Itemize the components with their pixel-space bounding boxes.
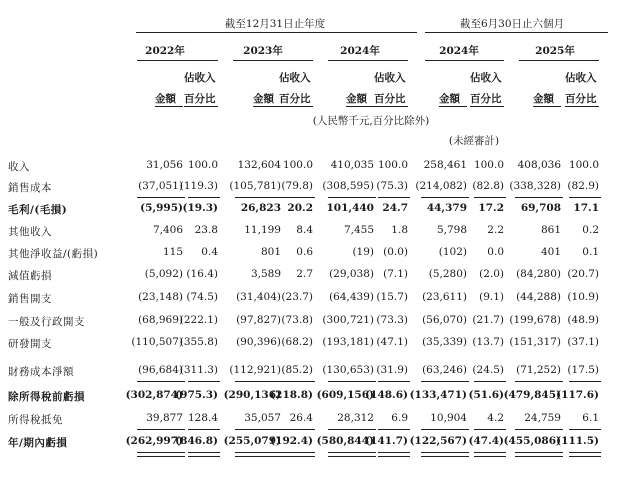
total-double-rule	[137, 452, 185, 457]
pct-cell: 0.4	[201, 246, 218, 258]
row-label	[8, 180, 132, 194]
pct-column-header-line2: 百分比	[279, 93, 311, 105]
amount-cell: 5,798	[436, 224, 467, 236]
amount-cell: 44,379	[426, 202, 467, 214]
pct-cell: (119.3)	[179, 180, 218, 192]
pct-cell: (0.0)	[383, 246, 408, 258]
amount-cell: (214,082)	[415, 180, 467, 192]
pct-cell: 0.6	[296, 246, 313, 258]
pct-cell: (68.2)	[281, 336, 313, 348]
subheader-underline	[565, 106, 599, 107]
pct-cell: 0.2	[582, 224, 599, 236]
pct-cell: (73.8)	[281, 314, 313, 326]
subtotal-rule	[328, 197, 376, 198]
amount-cell: 410,035	[330, 159, 374, 171]
amount-cell: (68,969)	[138, 314, 183, 326]
pct-cell: 23.8	[194, 224, 218, 236]
subtotal-rule	[235, 429, 283, 430]
row-label	[8, 202, 132, 216]
row-label-text: 研發開支	[8, 338, 52, 350]
amount-cell: 115	[162, 246, 183, 258]
amount-cell: (5,092)	[144, 268, 183, 280]
amount-cell: (56,070)	[422, 314, 467, 326]
subtotal-rule	[515, 381, 563, 382]
amount-cell: (19)	[352, 246, 374, 258]
year-underline-2	[328, 60, 408, 61]
row-label	[8, 412, 132, 426]
pct-cell: 100.0	[282, 159, 313, 171]
amount-cell: (44,288)	[516, 291, 561, 303]
year-header-0: 2022年	[145, 45, 185, 57]
pct-cell: (24.5)	[472, 364, 504, 376]
subheader-underline	[253, 106, 281, 107]
subtotal-rule	[283, 381, 315, 382]
subtotal-rule	[569, 197, 601, 198]
group-underline-interim	[425, 32, 608, 33]
amount-cell: (23,148)	[138, 291, 183, 303]
amount-column-header: 金額	[155, 93, 176, 105]
subtotal-rule	[474, 381, 506, 382]
amount-cell: (302,874)	[125, 389, 183, 401]
year-header-4: 2025年	[535, 45, 575, 57]
amount-cell: (37,051)	[138, 180, 183, 192]
year-header-1: 2023年	[243, 45, 283, 57]
pct-cell: (9.1)	[479, 291, 504, 303]
amount-cell: (23,611)	[422, 291, 467, 303]
amount-cell: (71,252)	[516, 364, 561, 376]
subtotal-rule	[235, 197, 283, 198]
pct-cell: (111.5)	[556, 435, 599, 447]
amount-cell: 132,604	[237, 159, 281, 171]
subtotal-rule	[283, 197, 315, 198]
pct-cell: (21.7)	[472, 314, 504, 326]
amount-cell: (5,995)	[140, 202, 183, 214]
row-label-text: 銷售成本	[8, 182, 52, 194]
pct-cell: (10.9)	[567, 291, 599, 303]
amount-cell: (151,317)	[509, 336, 561, 348]
pct-cell: 26.4	[289, 412, 313, 424]
amount-cell: (130,653)	[322, 364, 374, 376]
row-label	[8, 336, 132, 350]
row-label-text: 銷售開支	[8, 293, 52, 305]
subtotal-rule	[188, 381, 220, 382]
pct-cell: (13.7)	[472, 336, 504, 348]
subtotal-rule	[378, 429, 410, 430]
total-double-rule	[515, 452, 563, 457]
pct-cell: (7.1)	[383, 268, 408, 280]
total-double-rule	[235, 452, 283, 457]
total-double-rule	[283, 452, 315, 457]
pct-column-header-line2: 百分比	[374, 93, 406, 105]
pct-cell: (82.9)	[567, 180, 599, 192]
row-label-text: 一般及行政開支	[8, 316, 85, 328]
pct-cell: (846.8)	[175, 435, 218, 447]
pct-cell: (73.3)	[376, 314, 408, 326]
subheader-underline	[470, 106, 504, 107]
pct-cell: (355.8)	[179, 336, 218, 348]
pct-cell: (47.1)	[376, 336, 408, 348]
amount-cell: (609,156)	[316, 389, 374, 401]
amount-cell: 31,056	[146, 159, 183, 171]
pct-cell: (15.7)	[376, 291, 408, 303]
pct-cell: 8.4	[296, 224, 313, 236]
amount-cell: 801	[260, 246, 281, 258]
row-label	[8, 246, 132, 260]
amount-cell: (255,079)	[223, 435, 281, 447]
amount-cell: (64,439)	[329, 291, 374, 303]
pct-column-header-line1: 佔收入	[470, 72, 502, 84]
pct-cell: 1.8	[391, 224, 408, 236]
pct-cell: (74.5)	[186, 291, 218, 303]
amount-cell: 69,708	[520, 202, 561, 214]
amount-cell: (308,595)	[322, 180, 374, 192]
pct-cell: (975.3)	[175, 389, 218, 401]
amount-cell: (97,827)	[236, 314, 281, 326]
amount-cell: (133,471)	[409, 389, 467, 401]
pct-cell: 100.0	[568, 159, 599, 171]
amount-column-header: 金額	[346, 93, 367, 105]
row-label	[8, 224, 132, 238]
fiscal-year-group-header: 截至12月31日止年度	[224, 18, 326, 30]
amount-cell: (110,507)	[131, 336, 183, 348]
total-double-rule	[188, 452, 220, 457]
pct-cell: (85.2)	[281, 364, 313, 376]
pct-cell: 100.0	[377, 159, 408, 171]
subtotal-rule	[188, 429, 220, 430]
amount-cell: (290,136)	[223, 389, 281, 401]
amount-cell: 26,823	[240, 202, 281, 214]
amount-cell: 24,759	[524, 412, 561, 424]
row-label	[8, 268, 132, 282]
pct-cell: 2.7	[296, 268, 313, 280]
pct-cell: (48.9)	[567, 314, 599, 326]
year-underline-4	[519, 60, 599, 61]
subheader-underline	[533, 106, 561, 107]
pct-cell: (148.6)	[365, 389, 408, 401]
pct-cell: (51.6)	[468, 389, 504, 401]
amount-cell: (29,038)	[329, 268, 374, 280]
amount-cell: (193,181)	[322, 336, 374, 348]
amount-cell: 11,199	[244, 224, 281, 236]
amount-cell: (122,567)	[409, 435, 467, 447]
row-label-text: 其他淨收益/(虧損)	[8, 248, 99, 260]
row-label-text: 毛利/(毛損)	[8, 204, 68, 216]
pct-cell: (17.5)	[567, 364, 599, 376]
pct-cell: 128.4	[187, 412, 218, 424]
pct-column-header-line1: 佔收入	[374, 72, 406, 84]
subtotal-rule	[137, 197, 185, 198]
amount-cell: 35,057	[244, 412, 281, 424]
total-double-rule	[421, 452, 469, 457]
row-label-text: 財務成本淨額	[8, 366, 74, 378]
pct-cell: (192.4)	[270, 435, 313, 447]
total-double-rule	[569, 452, 601, 457]
pct-cell: (20.7)	[567, 268, 599, 280]
amount-cell: (300,721)	[322, 314, 374, 326]
subtotal-rule	[474, 197, 506, 198]
amount-column-header: 金額	[439, 93, 460, 105]
row-label-text: 年/期內虧損	[8, 437, 68, 449]
pct-cell: 17.2	[478, 202, 504, 214]
pct-cell: (47.4)	[468, 435, 504, 447]
amount-cell: (96,684)	[138, 364, 183, 376]
total-double-rule	[474, 452, 506, 457]
amount-cell: (35,339)	[422, 336, 467, 348]
subtotal-rule	[188, 197, 220, 198]
subheader-underline	[374, 106, 408, 107]
year-header-2: 2024年	[340, 45, 380, 57]
amount-cell: 7,406	[152, 224, 183, 236]
year-underline-1	[233, 60, 313, 61]
pct-cell: (79.8)	[281, 180, 313, 192]
year-header-3: 2024年	[439, 45, 479, 57]
amount-cell: 39,877	[146, 412, 183, 424]
amount-cell: 10,904	[430, 412, 467, 424]
pct-cell: (218.8)	[270, 389, 313, 401]
subtotal-rule	[569, 429, 601, 430]
total-double-rule	[378, 452, 410, 457]
amount-cell: 3,589	[250, 268, 281, 280]
subtotal-rule	[421, 197, 469, 198]
pct-cell: 2.2	[487, 224, 504, 236]
amount-cell: (455,086)	[503, 435, 561, 447]
amount-cell: (31,404)	[236, 291, 281, 303]
pct-column-header-line2: 百分比	[184, 93, 216, 105]
amount-cell: 101,440	[326, 202, 374, 214]
subtotal-rule	[283, 429, 315, 430]
pct-cell: (19.3)	[182, 202, 218, 214]
pct-cell: (2.0)	[479, 268, 504, 280]
group-underline-fiscal	[136, 32, 417, 33]
subtotal-rule	[421, 381, 469, 382]
unit-note: (人民幣千元,百分比除外)	[312, 115, 430, 127]
pct-cell: (311.3)	[179, 364, 218, 376]
subheader-underline	[346, 106, 374, 107]
subheader-underline	[439, 106, 467, 107]
amount-cell: (338,328)	[509, 180, 561, 192]
amount-cell: (112,921)	[229, 364, 281, 376]
amount-cell: (102)	[438, 246, 467, 258]
year-underline-3	[425, 60, 504, 61]
amount-cell: (5,280)	[428, 268, 467, 280]
amount-column-header: 金額	[533, 93, 554, 105]
pct-cell: 17.1	[573, 202, 599, 214]
interim-period-group-header: 截至6月30日止六個月	[459, 18, 565, 30]
pct-cell: (75.3)	[376, 180, 408, 192]
subtotal-rule	[421, 429, 469, 430]
pct-column-header-line2: 百分比	[470, 93, 502, 105]
pct-cell: (222.1)	[179, 314, 218, 326]
row-label	[8, 364, 132, 378]
pct-cell: (31.9)	[376, 364, 408, 376]
unaudited-note: (未經審計)	[448, 135, 500, 147]
row-label	[8, 389, 132, 403]
pct-cell: 4.2	[487, 412, 504, 424]
amount-cell: (90,396)	[236, 336, 281, 348]
amount-cell: (262,997)	[125, 435, 183, 447]
pct-cell: (37.1)	[567, 336, 599, 348]
subtotal-rule	[328, 429, 376, 430]
subtotal-rule	[474, 429, 506, 430]
pct-cell: (117.6)	[556, 389, 599, 401]
amount-cell: 861	[540, 224, 561, 236]
pct-cell: 20.2	[287, 202, 313, 214]
pct-cell: (82.8)	[472, 180, 504, 192]
amount-cell: 7,455	[343, 224, 374, 236]
subtotal-rule	[378, 381, 410, 382]
pct-cell: 0.0	[487, 246, 504, 258]
amount-cell: 408,036	[517, 159, 561, 171]
subtotal-rule	[137, 429, 185, 430]
row-label-text: 收入	[8, 161, 30, 173]
row-label	[8, 314, 132, 328]
subheader-underline	[155, 106, 183, 107]
pct-cell: 6.9	[391, 412, 408, 424]
amount-cell: (84,280)	[516, 268, 561, 280]
pct-cell: 0.1	[582, 246, 599, 258]
amount-cell: 258,461	[423, 159, 467, 171]
subheader-underline	[279, 106, 313, 107]
pct-column-header-line1: 佔收入	[184, 72, 216, 84]
amount-cell: (199,678)	[509, 314, 561, 326]
amount-cell: 401	[540, 246, 561, 258]
amount-cell: 28,312	[337, 412, 374, 424]
amount-cell: (105,781)	[229, 180, 281, 192]
pct-cell: 6.1	[582, 412, 599, 424]
subtotal-rule	[137, 381, 185, 382]
row-label-text: 減值虧損	[8, 270, 52, 282]
subtotal-rule	[515, 197, 563, 198]
row-label-text: 所得稅抵免	[8, 414, 63, 426]
pct-cell: (16.4)	[186, 268, 218, 280]
amount-cell: (580,844)	[316, 435, 374, 447]
year-underline-0	[137, 60, 218, 61]
row-label	[8, 435, 132, 449]
pct-column-header-line1: 佔收入	[279, 72, 311, 84]
subtotal-rule	[378, 197, 410, 198]
subheader-underline	[184, 106, 218, 107]
subtotal-rule	[235, 381, 283, 382]
pct-cell: 24.7	[382, 202, 408, 214]
row-label	[8, 291, 132, 305]
pct-cell: (141.7)	[365, 435, 408, 447]
total-double-rule	[328, 452, 376, 457]
pct-column-header-line2: 百分比	[565, 93, 597, 105]
row-label	[8, 159, 132, 173]
amount-cell: (63,246)	[422, 364, 467, 376]
pct-cell: (23.7)	[281, 291, 313, 303]
amount-column-header: 金額	[253, 93, 274, 105]
row-label-text: 除所得稅前虧損	[8, 391, 85, 403]
pct-cell: 100.0	[473, 159, 504, 171]
subtotal-rule	[515, 429, 563, 430]
row-label-text: 其他收入	[8, 226, 52, 238]
pct-cell: 100.0	[187, 159, 218, 171]
subtotal-rule	[569, 381, 601, 382]
subtotal-rule	[328, 381, 376, 382]
amount-cell: (479,845)	[503, 389, 561, 401]
pct-column-header-line1: 佔收入	[565, 72, 597, 84]
